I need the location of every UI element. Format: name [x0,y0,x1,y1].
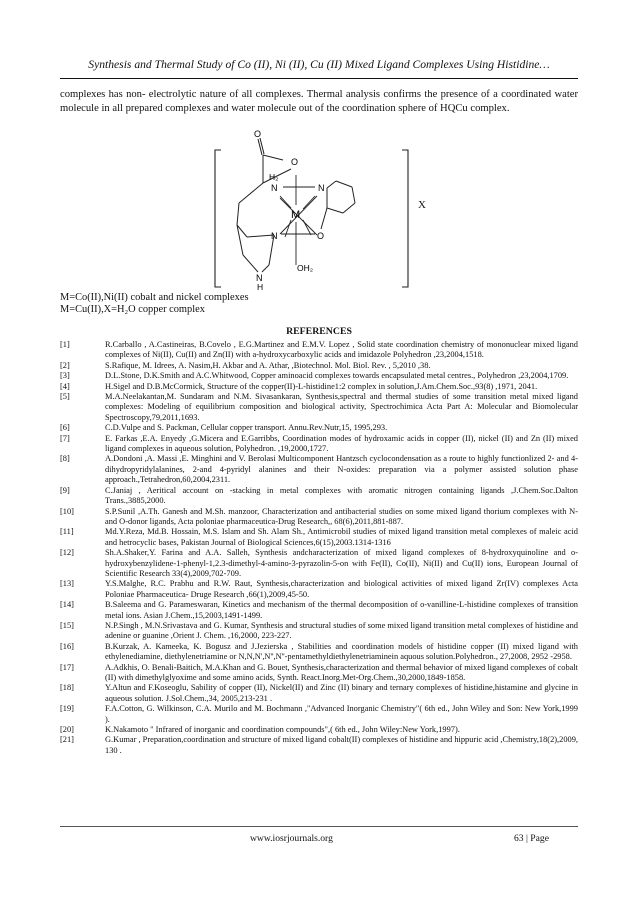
reference-number: [7] [60,433,70,443]
reference-text: C.Janiaj , Aeritical account on -stacking in metal complexes with aromatic nitrogen containing ligands ,J.Chem.Soc.Dalton Trans.,3885,2000. [105,485,578,506]
reference-item [60,382,578,392]
reference-number: [4] [60,381,70,391]
reference-number: [14] [60,600,74,610]
reference-item [60,340,578,361]
reference-text: Md.Y.Reza, Md.B. Hossain, M.S. Islam and Sh. Alam Sh., Antimicrobil studies of mixed ligand transition metal complexes of maleic acid and hetrocyclic bases, Pakistan Journal of Biological Sciences,6(15),2003.1314-1316 [105,527,578,547]
header-divider [60,78,578,79]
atom-h-ring: H [257,282,264,292]
reference-text: S.P.Sunil ,A.Th. Ganesh and M.Sh. manzoor, Characterization and antibacterial studies on some mixed ligand thorium complexes with N-and O-donor ligands, Acta poloniae pharmaceutica-Drug Research,, 68(6),2011,881-887. [105,506,578,526]
reference-number: [18] [60,683,74,693]
metal-notes [60,292,249,317]
reference-number: [13] [60,579,74,589]
reference-text: B.Saleema and G. Parameswaran, Kinetics and mechanism of the thermal decomposition of o-vanilline-L-histidine complexes of transition metal ions. Asian J.Chem.,15,2003,1491-1499. [105,600,578,620]
reference-number: [20] [60,725,74,735]
note-line-copper: M=Cu(II),X=H₂O copper complex [60,304,205,316]
reference-item [60,579,578,600]
atom-n-imidazole: N [271,231,278,241]
reference-number: [8] [60,454,70,464]
reference-item [60,663,578,684]
atom-metal: M [291,209,301,221]
reference-item [60,423,578,433]
reference-text: A.Dondoni ,A. Massi ,E. Minghini and V. Berolasi Multicomponent Hantzsch cyclocondensation as a route to highly functionlized 2- and 4-dihydropyridylalanines, 2-and 4-pyridyl alanines and their N-oxides: preparation via a polymer assisted solution phase approach.,Tetrahedron,60,2004,2311. [105,454,578,485]
reference-text: B.Kurzak, A. Kameeka, K. Bogusz and J.Jezierska , Stabilities and coordination models of histidine copper (II) mixed ligand with ethylenediamine, diethylenetriamine or N,N,N',N'',N''-pentamethyldiethylenetriaminein aquous solution.Polyhedron., 27,2008, 2952 -2958. [105,641,578,662]
reference-text: Y.S.Malghe, R.C. Prabhu and R.W. Raut, Synthesis,characterization and biological activities of mixed ligand Zr(IV) complexes Acta Poloniae Pharmaceutica- Druge Research ,66(1),2009,45-50. [105,579,578,599]
reference-text: Sh.A.Shaker,Y. Farina and A.A. Salleh, Synthesis andcharacterization of mixed ligand complexes of 8-hydroxyquinoline and o-hydroxybenzylidene-1-phenyl-1,2.3-dimethyl-4-amino-3-pyrazolin-5-on with Fe(II), Co(II), Ni(II) and Cu(II) ions, European Journal of Scientific Research 33(4),2009,702-709. [105,548,578,578]
reference-text: C.D.Vulpe and S. Packman, Cellular copper transport. Annu.Rev.Nutr,15, 1995,293. [105,423,388,433]
atom-nh2: H₂ [269,172,279,182]
reference-text: R.Carballo , A.Castineiras, B.Covelo , E.G.Martinez and E.M.V. Lopez , Solid state coordination chemistry of mononuclear mixed ligand complexes of Ni(II), Cu(II) and Zn(II) with a-hydroxycarboxylic acids and imidazole Polyhedron ,23,2004,1518. [105,340,578,360]
note-line-cobalt-nickel: M=Co(II),Ni(II) cobalt and nickel complexes [60,292,249,303]
atom-n-quinoline: N [318,183,325,193]
reference-list [60,340,578,756]
reference-number: [5] [60,392,70,402]
atom-o-carbonyl: O [254,129,262,139]
footer-journal-url[interactable]: www.iosrjournals.org [250,833,333,844]
reference-item [60,735,578,756]
reference-item [60,361,578,371]
reference-item [60,600,578,621]
right-bracket [402,150,408,287]
reference-number: [19] [60,704,74,714]
reference-text: D.L.Stone, D.K.Smith and A.C.Whitwood, Copper aminoacid complexes towards encapsulated metal centres., Polyhedron ,23,2004,1709. [105,371,569,381]
reference-number: [21] [60,735,74,745]
reference-number: [1] [60,340,70,349]
references-heading: REFERENCES [286,326,352,337]
reference-number: [16] [60,641,74,651]
footer-divider [60,826,578,827]
atom-n-amine: N [271,183,278,193]
reference-item [60,392,578,423]
reference-text: S.Rafique, M. Idrees, A. Nasim,H. Akbar and A. Athar, ,Biotechnol. Mol. Biol. Rev. , 5,2010 ,38. [105,360,431,370]
atom-oh2: OH₂ [297,263,314,273]
reference-number: [11] [60,527,74,537]
reference-number: [15] [60,620,74,630]
atom-n-ring: N [256,273,263,283]
atom-o-carboxylate: O [291,157,299,167]
atom-o-phenolate: O [317,231,325,241]
reference-item [60,725,578,735]
reference-item [60,548,578,579]
reference-number: [17] [60,662,74,672]
complex-structure-diagram [205,125,420,295]
reference-number: [2] [60,360,70,370]
reference-text: K.Nakamoto " Infrared of inorganic and coordination compounds",( 6th ed., John Wiley:New York,1997). [105,725,460,735]
intro-paragraph: complexes has non- electrolytic nature of all complexes. Thermal analysis confirms the presence of a coordinated water molecule in all prepared complexes and water molecule out of the coordination sphere of HQCu complex. [60,89,578,114]
reference-item [60,621,578,642]
reference-number: [6] [60,423,70,433]
running-header: Synthesis and Thermal Study of Co (II), Ni (II), Cu (II) Mixed Ligand Complexes Using Histidine… [88,58,550,71]
reference-number: [12] [60,548,74,558]
reference-text: A.Adkhis, O. Benali-Baitich, M.A.Khan and G. Bouet, Synthesis,characterization and thermal behavior of mixed ligand complexes of cobalt (II) with dimethylglyoxime and some amino acids, Synth. React.Inorg.Met-Org.Chem.,30,2000,1849-1858. [105,662,578,682]
footer-page-number: 63 | Page [514,833,549,844]
reference-text: Y.Altun and F.Koseoglu, Sability of copper (II), Nickel(II) and Zinc (II) binary and ternary complexes of histidine,histamine and glycine in aqueous solution. J.Sol.Chem.,34, 2005,213-231 . [105,683,578,703]
left-bracket [215,150,221,287]
reference-text: E. Farkas ,E.A. Enyedy ,G.Micera and E.Garribbs, Coordination modes of hydroxamic acids in copper (II), nickel (II) and Zn (II) mixed ligand complexes in aqueous solution, Polyhedron. ,19,2000,1727. [105,433,578,454]
reference-text: M.A.Neelakantan,M. Sundaram and N.M. Sivasankaran, Synthesis,spectral and thermal studies of some transition metal mixed ligand complexes: Modeling of equilibrium composition and biological activity, Spectrochimica Acta Part A: Molecular and Biomolecular Spectroscopy,79,2011,1693. [105,392,578,422]
reference-text: G.Kumar , Preparation,coordination and structure of mixed ligand cobalt(II) complexes of histidine and hippuric acid ,Chemistry,18(2),2009, 130 . [105,735,578,755]
counter-ion-label: X [418,199,426,211]
reference-item [60,454,578,485]
reference-text: F.A.Cotton, G. Wilkinson, C.A. Murilo and M. Bochmann ,"Advanced Inorganic Chemistry"( 6th ed., John Wiley and Son: New York,1999 ). [105,704,578,724]
reference-item [60,527,578,548]
reference-item [60,371,578,381]
reference-number: [3] [60,371,70,381]
reference-item [60,507,578,528]
reference-item [60,486,578,507]
reference-item [60,434,578,455]
reference-number: [10] [60,506,74,516]
reference-text: H.Sigel and D.B.McCormick, Structure of the copper(II)-L-histidine1:2 complex in solution,J.Am.Chem.Soc.,93(8) ,1971, 2041. [105,381,538,391]
reference-number: [9] [60,485,70,495]
reference-item [60,683,578,704]
reference-text: N.P.Singh , M.N.Srivastava and G. Kumar, Synthesis and structural studies of some mixed ligand transition metal complexes of histidine and adenine or guanine ,Orient J. Chem. ,16,2000, 223-227. [105,620,578,641]
reference-item [60,642,578,663]
reference-item [60,704,578,725]
